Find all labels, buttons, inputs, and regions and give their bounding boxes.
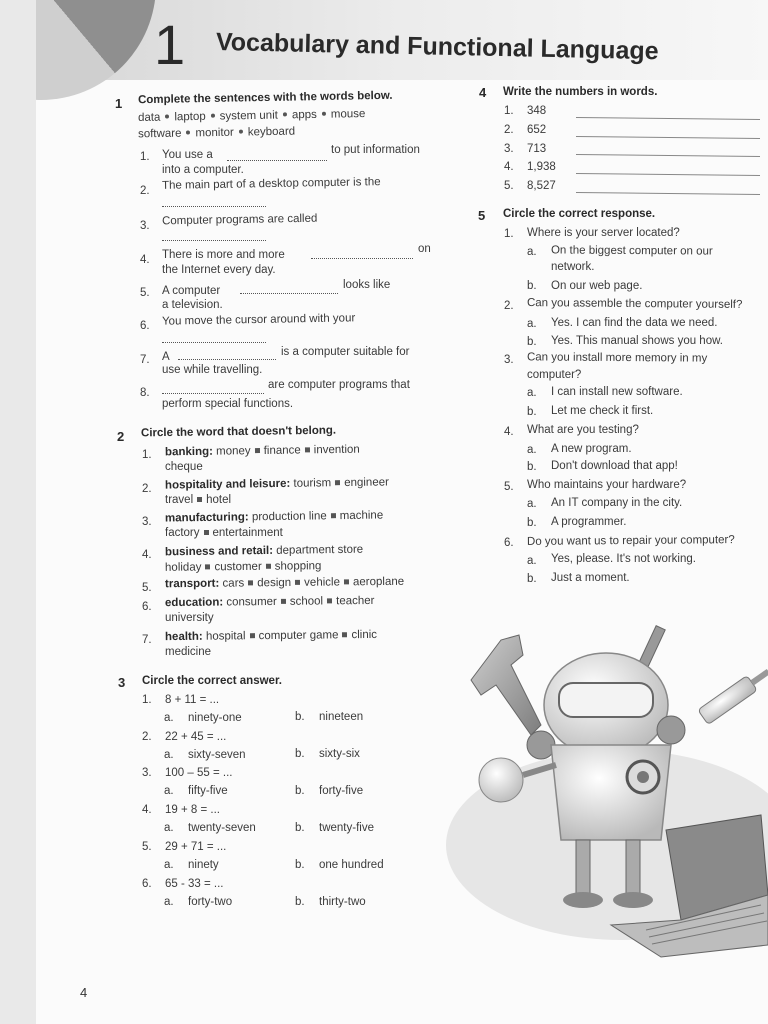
response-option-a-cont[interactable]: network. bbox=[551, 261, 595, 273]
answer-option-a[interactable]: sixty-seven bbox=[188, 749, 246, 761]
sentence-text: are computer programs that bbox=[268, 379, 410, 391]
word-option[interactable]: factory bbox=[165, 527, 200, 539]
word-option[interactable]: department store bbox=[276, 543, 364, 557]
answer-blank[interactable] bbox=[178, 359, 276, 360]
sentence-text: You move the cursor around with your bbox=[161, 312, 356, 328]
question-text-cont: computer? bbox=[527, 369, 582, 381]
robot-body bbox=[551, 745, 671, 840]
item-number: 4. bbox=[142, 549, 152, 561]
word-option[interactable]: invention bbox=[313, 443, 360, 457]
answer-blank[interactable] bbox=[227, 160, 327, 161]
exercise-instruction: Circle the correct answer. bbox=[142, 675, 282, 687]
sentence-text: There is more and more bbox=[162, 249, 285, 261]
sentence-text: You use a bbox=[162, 149, 213, 161]
item-number: 6. bbox=[140, 320, 150, 332]
response-option-a[interactable]: Yes, please. It's not working. bbox=[551, 553, 696, 565]
category-label: hospitality and leisure: bbox=[164, 477, 291, 492]
sentence-text: looks like bbox=[343, 279, 391, 291]
word-set-line bbox=[165, 560, 322, 574]
answer-option-b[interactable]: sixty-six bbox=[319, 748, 360, 760]
unit-number: 1 bbox=[154, 13, 187, 76]
item-number: 2. bbox=[142, 731, 152, 743]
item-number: 5. bbox=[142, 582, 152, 594]
item-number: 3. bbox=[142, 767, 152, 779]
question-text: 19 + 8 = ... bbox=[165, 804, 220, 816]
item-number: 5. bbox=[504, 180, 514, 192]
word-option[interactable]: consumer bbox=[226, 595, 277, 609]
sentence-text: to put information bbox=[331, 144, 420, 156]
answer-option-a[interactable]: ninety-one bbox=[188, 712, 242, 724]
response-option-a[interactable]: Yes. I can find the data we need. bbox=[551, 317, 718, 329]
robot-ear bbox=[657, 716, 685, 744]
word-option[interactable]: cheque bbox=[165, 461, 203, 473]
option-label: b. bbox=[527, 280, 537, 292]
word-option[interactable]: shopping bbox=[274, 560, 322, 573]
response-option-a[interactable]: An IT company in the city. bbox=[551, 497, 683, 509]
response-option-a[interactable]: I can install new software. bbox=[551, 386, 683, 398]
category-label: transport: bbox=[164, 577, 220, 591]
word-option[interactable]: entertainment bbox=[212, 527, 283, 539]
word-option[interactable]: school bbox=[289, 595, 324, 608]
word-option[interactable]: production line bbox=[251, 510, 327, 524]
option-label: a. bbox=[527, 387, 537, 399]
item-number: 2. bbox=[142, 483, 152, 495]
item-number: 2. bbox=[504, 300, 514, 312]
word-box-item: monitor bbox=[195, 126, 234, 140]
word-set-line bbox=[165, 509, 383, 524]
sentence-text: is a computer suitable for bbox=[281, 346, 410, 358]
robot-leg bbox=[576, 840, 590, 895]
sentence-text: A bbox=[162, 351, 170, 363]
option-label: b. bbox=[295, 822, 305, 834]
word-option[interactable]: university bbox=[165, 612, 214, 624]
word-option[interactable]: hotel bbox=[206, 494, 232, 506]
exercise-instruction: Circle the correct response. bbox=[503, 208, 656, 220]
word-set-line bbox=[165, 612, 214, 624]
word-box-item: keyboard bbox=[247, 125, 296, 139]
word-option[interactable]: machine bbox=[339, 509, 384, 523]
word-option[interactable]: customer bbox=[214, 560, 262, 574]
word-option[interactable]: design bbox=[257, 576, 292, 590]
answer-option-b[interactable]: nineteen bbox=[319, 711, 364, 723]
question-text: 29 + 71 = ... bbox=[165, 841, 227, 853]
answer-blank[interactable] bbox=[162, 393, 264, 394]
item-number: 5. bbox=[142, 841, 152, 853]
item-number: 7. bbox=[142, 634, 152, 646]
number-value: 713 bbox=[527, 143, 547, 155]
item-number: 6. bbox=[142, 878, 152, 890]
option-label: a. bbox=[527, 246, 537, 258]
item-number: 7. bbox=[140, 354, 150, 366]
item-number: 6. bbox=[504, 537, 514, 549]
exercise-number: 4 bbox=[479, 85, 487, 100]
answer-line[interactable] bbox=[576, 154, 760, 157]
answer-option-a[interactable]: twenty-seven bbox=[188, 822, 256, 834]
wrench-icon bbox=[471, 635, 541, 735]
item-number: 3. bbox=[504, 143, 514, 155]
number-value: 1,938 bbox=[527, 161, 556, 173]
word-set-line bbox=[165, 476, 389, 491]
option-label: b. bbox=[295, 748, 305, 760]
answer-option-a[interactable]: ninety bbox=[188, 859, 219, 871]
option-label: a. bbox=[164, 822, 174, 834]
answer-option-b[interactable]: forty-five bbox=[319, 785, 364, 797]
item-number: 1. bbox=[140, 151, 150, 163]
option-label: b. bbox=[527, 461, 537, 473]
robot-foot bbox=[563, 892, 603, 908]
item-number: 1. bbox=[142, 694, 152, 706]
response-option-a[interactable]: A new program. bbox=[551, 443, 632, 455]
item-number: 4. bbox=[504, 161, 514, 173]
response-option-b[interactable]: A programmer. bbox=[551, 516, 627, 528]
option-label: b. bbox=[295, 785, 305, 797]
sentence-text: use while travelling. bbox=[162, 364, 263, 376]
answer-option-a[interactable]: forty-two bbox=[188, 896, 233, 908]
response-option-b[interactable]: Let me check it first. bbox=[551, 405, 654, 417]
word-option[interactable]: tourism bbox=[293, 477, 332, 490]
item-number: 3. bbox=[140, 220, 150, 232]
question-text: Can you install more memory in my bbox=[526, 351, 708, 365]
item-number: 1. bbox=[142, 449, 152, 461]
word-option[interactable]: teacher bbox=[336, 594, 375, 608]
response-option-a[interactable]: On the biggest computer on our bbox=[550, 244, 713, 258]
sentence-text: on bbox=[418, 243, 431, 255]
question-text: 8 + 11 = ... bbox=[165, 694, 220, 706]
item-number: 8. bbox=[140, 387, 150, 399]
option-label: a. bbox=[164, 859, 174, 871]
sentence-text: into a computer. bbox=[162, 164, 244, 176]
sentence-text: The main part of a desktop computer is the bbox=[161, 176, 381, 192]
item-number: 2. bbox=[504, 124, 514, 136]
word-option[interactable]: aeroplane bbox=[352, 575, 405, 589]
word-box-item: software bbox=[137, 127, 182, 141]
answer-line[interactable] bbox=[576, 117, 760, 120]
exercise-number: 2 bbox=[117, 429, 125, 444]
response-option-b[interactable]: Yes. This manual shows you how. bbox=[551, 335, 723, 347]
word-box-line-1 bbox=[138, 108, 366, 124]
word-set-line bbox=[165, 494, 231, 506]
word-option[interactable]: engineer bbox=[344, 476, 389, 490]
item-number: 6. bbox=[142, 601, 152, 613]
answer-blank[interactable] bbox=[162, 206, 266, 207]
sentence-text: A computer bbox=[162, 285, 221, 297]
response-option-b[interactable]: On our web page. bbox=[551, 280, 643, 292]
exercise-instruction: Complete the sentences with the words below. bbox=[137, 89, 393, 107]
word-set-line bbox=[165, 527, 283, 539]
word-option[interactable]: money bbox=[216, 445, 251, 458]
category-label: health: bbox=[164, 630, 203, 644]
item-number: 3. bbox=[142, 516, 152, 528]
exercise-number: 3 bbox=[118, 675, 126, 690]
exercise-number: 5 bbox=[478, 208, 486, 223]
response-option-b[interactable]: Just a moment. bbox=[551, 572, 630, 584]
question-text: Do you want us to repair your computer? bbox=[526, 534, 735, 548]
word-box-item: data bbox=[137, 111, 161, 124]
word-set-line bbox=[165, 444, 360, 459]
word-set-line bbox=[165, 544, 363, 559]
word-box-line-2 bbox=[138, 126, 295, 141]
option-label: a. bbox=[164, 785, 174, 797]
word-option[interactable]: holiday bbox=[164, 561, 202, 574]
exercise-instruction: Write the numbers in words. bbox=[503, 86, 658, 98]
question-text: 100 – 55 = ... bbox=[165, 767, 233, 779]
word-box-item: system unit bbox=[219, 109, 279, 123]
robot-laptop-illustration bbox=[431, 595, 768, 965]
page-title: Vocabulary and Functional Language bbox=[215, 28, 659, 66]
answer-blank[interactable] bbox=[240, 293, 338, 294]
sentence-text: the Internet every day. bbox=[162, 264, 276, 276]
answer-blank[interactable] bbox=[162, 342, 266, 343]
option-label: b. bbox=[527, 517, 537, 529]
option-label: b. bbox=[295, 711, 305, 723]
category-label: manufacturing: bbox=[164, 511, 249, 525]
item-number: 5. bbox=[504, 481, 514, 493]
sentence-text: a television. bbox=[162, 299, 223, 311]
word-option[interactable]: medicine bbox=[165, 646, 212, 658]
word-box-item: apps bbox=[291, 108, 317, 122]
word-set-line bbox=[165, 461, 203, 473]
option-label: b. bbox=[527, 573, 537, 585]
option-label: a. bbox=[527, 318, 537, 330]
workbook-page bbox=[36, 0, 768, 1024]
robot-goggles bbox=[559, 683, 653, 717]
category-label: business and retail: bbox=[164, 544, 274, 559]
word-set-line bbox=[165, 629, 377, 643]
option-label: a. bbox=[164, 749, 174, 761]
response-option-b[interactable]: Don't download that app! bbox=[551, 460, 678, 472]
option-label: b. bbox=[527, 336, 537, 348]
word-option[interactable]: clinic bbox=[351, 628, 378, 642]
word-option[interactable]: vehicle bbox=[304, 576, 341, 589]
sentence-text: Computer programs are called bbox=[161, 212, 318, 228]
answer-option-b[interactable]: one hundred bbox=[319, 859, 384, 871]
option-label: b. bbox=[295, 859, 305, 871]
word-option[interactable]: computer game bbox=[258, 629, 339, 643]
answer-line[interactable] bbox=[576, 192, 760, 195]
answer-blank[interactable] bbox=[162, 240, 266, 241]
question-text: Can you assemble the computer yourself? bbox=[526, 297, 743, 311]
word-option[interactable]: travel bbox=[165, 494, 194, 506]
item-number: 1. bbox=[504, 228, 514, 240]
answer-line[interactable] bbox=[576, 136, 760, 139]
item-number: 3. bbox=[504, 354, 514, 366]
robot-hand bbox=[479, 758, 523, 802]
syringe-icon bbox=[698, 653, 768, 725]
number-value: 348 bbox=[527, 105, 547, 117]
item-number: 5. bbox=[140, 287, 150, 299]
word-box-item: laptop bbox=[174, 110, 206, 124]
robot-leg bbox=[626, 840, 640, 895]
word-set-line bbox=[165, 576, 404, 591]
exercise-instruction: Circle the word that doesn't belong. bbox=[140, 424, 337, 440]
word-option[interactable]: cars bbox=[222, 577, 245, 590]
option-label: a. bbox=[164, 712, 174, 724]
question-text: Who maintains your hardware? bbox=[527, 479, 687, 491]
item-number: 1. bbox=[504, 105, 514, 117]
number-value: 8,527 bbox=[527, 180, 556, 192]
sentence-text: perform special functions. bbox=[162, 398, 294, 410]
item-number: 2. bbox=[140, 185, 150, 197]
item-number: 4. bbox=[140, 254, 150, 266]
option-label: a. bbox=[527, 444, 537, 456]
exercise-number: 1 bbox=[115, 96, 123, 111]
answer-blank[interactable] bbox=[311, 258, 413, 259]
item-number: 4. bbox=[504, 426, 514, 438]
number-value: 652 bbox=[527, 124, 547, 136]
question-text: Where is your server located? bbox=[527, 227, 680, 239]
option-label: b. bbox=[527, 406, 537, 418]
word-box-item: mouse bbox=[330, 108, 366, 121]
category-label: education: bbox=[164, 596, 224, 610]
option-label: a. bbox=[527, 555, 537, 567]
category-label: banking: bbox=[164, 445, 214, 459]
word-option[interactable]: hospital bbox=[205, 630, 246, 643]
question-text: What are you testing? bbox=[527, 424, 639, 436]
item-number: 4. bbox=[142, 804, 152, 816]
option-label: b. bbox=[295, 896, 305, 908]
question-text: 22 + 45 = ... bbox=[165, 731, 227, 743]
word-set-line bbox=[165, 595, 375, 609]
answer-option-b[interactable]: twenty-five bbox=[319, 822, 374, 834]
answer-option-b[interactable]: thirty-two bbox=[319, 896, 366, 908]
robot-chest-core bbox=[637, 771, 649, 783]
answer-option-a[interactable]: fifty-five bbox=[188, 785, 228, 797]
robot-foot bbox=[613, 892, 653, 908]
word-option[interactable]: finance bbox=[263, 444, 301, 457]
word-set-line bbox=[165, 646, 211, 658]
option-label: a. bbox=[527, 498, 537, 510]
question-text: 65 - 33 = ... bbox=[165, 878, 224, 890]
page-number: 4 bbox=[80, 985, 88, 1000]
answer-line[interactable] bbox=[576, 173, 760, 176]
option-label: a. bbox=[164, 896, 174, 908]
